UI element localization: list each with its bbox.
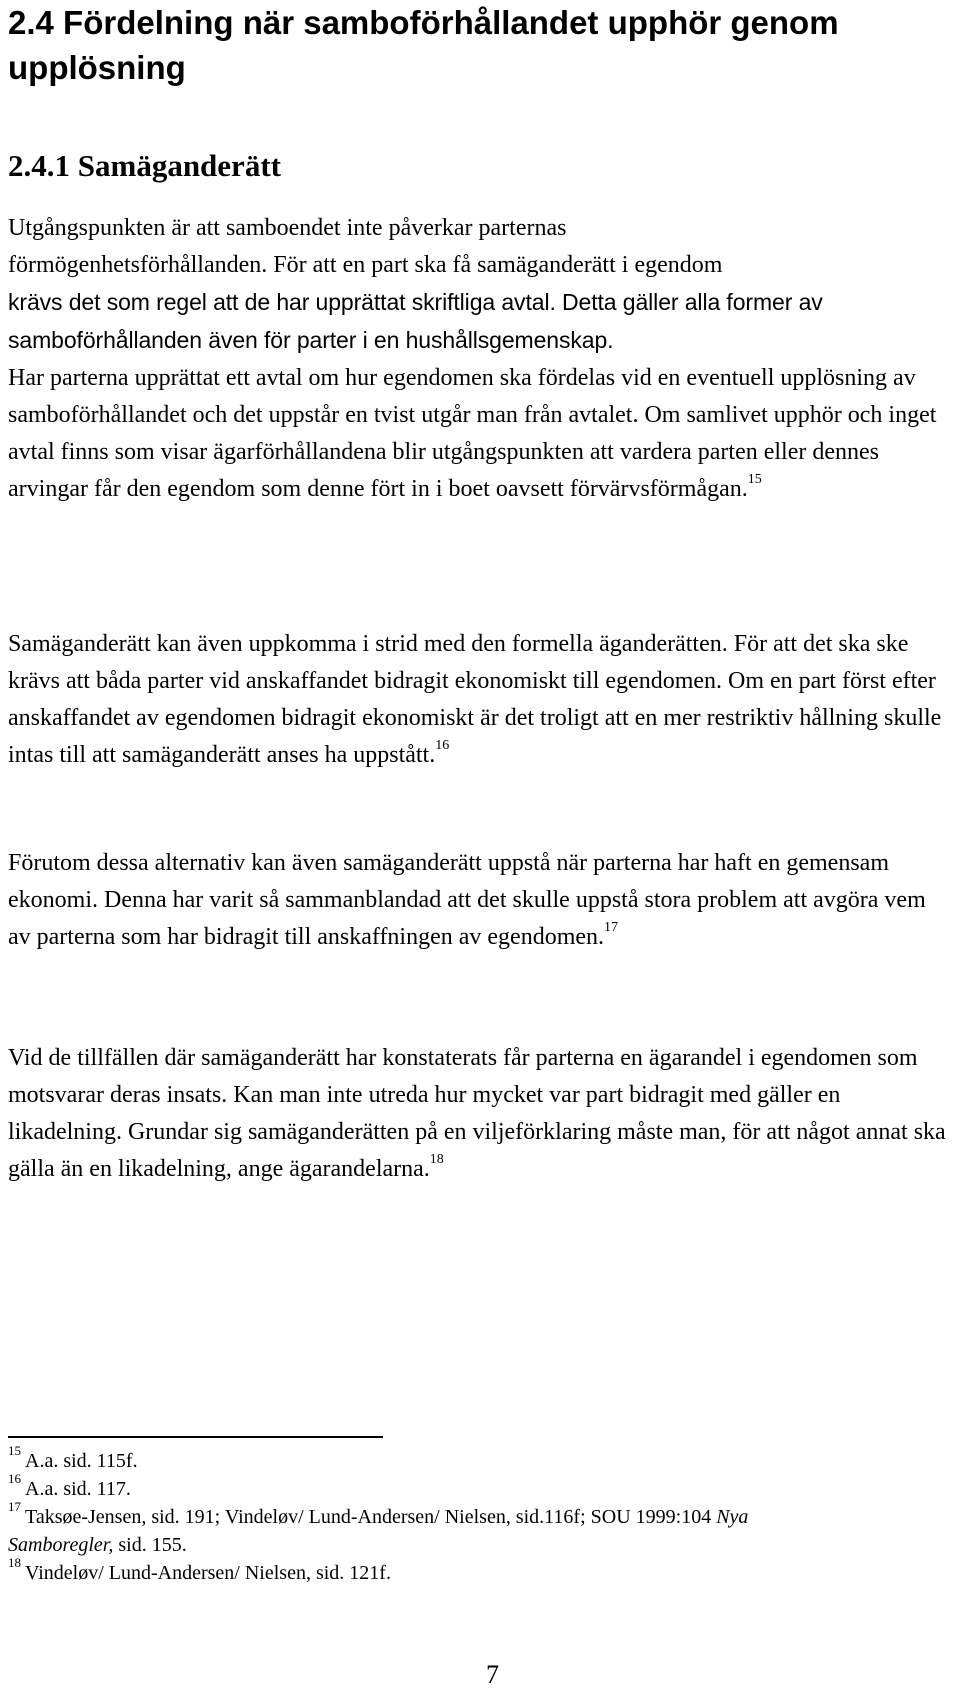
footnote-text-end: sid. 155.	[113, 1534, 187, 1556]
footnote-15	[8, 1443, 953, 1475]
footnote-italic-title-2: Samboregler,	[8, 1534, 114, 1556]
paragraph-3	[8, 845, 953, 956]
footnote-17	[8, 1499, 953, 1559]
paragraph-1-line-1: Utgångspunkten är att samboendet inte påverkar parternas	[8, 215, 567, 241]
paragraph-2-text: Samäganderätt kan även uppkomma i strid med den formella äganderätten. För att det ska ske krävs att båda parter vid anskaffandet bidragit ekonomiskt till egendomen. Om en part först efter anskaffandet av egendomen bidragit ekonomiskt är det troligt att en mer restriktiv hållning skulle intas till att samäganderätt anses ha uppstått.	[8, 631, 942, 768]
subsection-heading: 2.4.1 Samäganderätt	[8, 148, 281, 183]
footnote-16	[8, 1471, 953, 1503]
paragraph-1-line-3: krävs det som regel att de har upprättat skriftliga avtal. Detta gäller alla former av	[8, 289, 823, 315]
page-number: 7	[486, 1660, 499, 1689]
footnote-text: Vindeløv/ Lund-Andersen/ Nielsen, sid. 121f.	[25, 1562, 391, 1584]
footnote-italic-title: Nya	[716, 1506, 749, 1528]
paragraph-4-text: Vid de tillfällen där samäganderätt har konstaterats får parterna en ägarandel i egendomen som motsvarar deras insats. Kan man inte utreda hur mycket var part bidragit med gäller en likadelning. Grundar sig samäganderätten på en viljeförklaring måste man, för att något annat ska gälla än en likadelning, ange ägarandelarna.	[8, 1045, 946, 1182]
footnote-number: 18	[8, 1555, 21, 1571]
footnote-18	[8, 1555, 953, 1587]
paragraph-2	[8, 626, 953, 774]
footnote-text: Taksøe-Jensen, sid. 191; Vindeløv/ Lund-Andersen/ Nielsen, sid.116f; SOU 1999:104	[25, 1506, 717, 1528]
footnote-ref-18[interactable]: 18	[429, 1152, 444, 1167]
footnote-separator	[8, 1436, 383, 1438]
footnotes	[8, 1443, 953, 1587]
footnote-ref-17[interactable]: 17	[604, 920, 619, 935]
paragraph-1-rest: Har parterna upprättat ett avtal om hur egendomen ska fördelas vid en eventuell upplösning av samboförhållandet och det uppstår en tvist utgår man från avtalet. Om samlivet upphör och inget avtal finns som visar ägarförhållandena blir utgångspunkten att vardera parten eller dennes arvingar får den egendom som denne fört in i boet oavsett förvärvsförmågan.	[8, 365, 937, 502]
paragraph-1	[8, 210, 953, 508]
section-heading: 2.4 Fördelning när samboförhållandet upphör genom upplösning	[8, 4, 839, 86]
footnote-number: 16	[8, 1471, 21, 1487]
paragraph-4	[8, 1040, 953, 1188]
paragraph-1-line-4: samboförhållanden även för parter i en hushållsgemenskap.	[8, 327, 614, 353]
document-page	[8, 0, 953, 1689]
footnote-number: 17	[8, 1499, 21, 1515]
footnote-text: A.a. sid. 117.	[25, 1478, 131, 1500]
paragraph-1-line-2: förmögenhetsförhållanden. För att en part ska få samäganderätt i egendom	[8, 252, 723, 278]
footnote-text: A.a. sid. 115f.	[25, 1450, 138, 1472]
footnote-number: 15	[8, 1443, 21, 1459]
paragraph-3-text: Förutom dessa alternativ kan även samäganderätt uppstå när parterna har haft en gemensam ekonomi. Denna har varit så sammanblandad att det skulle uppstå stora problem att avgöra vem av parterna som har bidragit till anskaffningen av egendomen.	[8, 850, 926, 950]
footnote-ref-15[interactable]: 15	[747, 472, 762, 487]
footnote-ref-16[interactable]: 16	[435, 738, 450, 753]
